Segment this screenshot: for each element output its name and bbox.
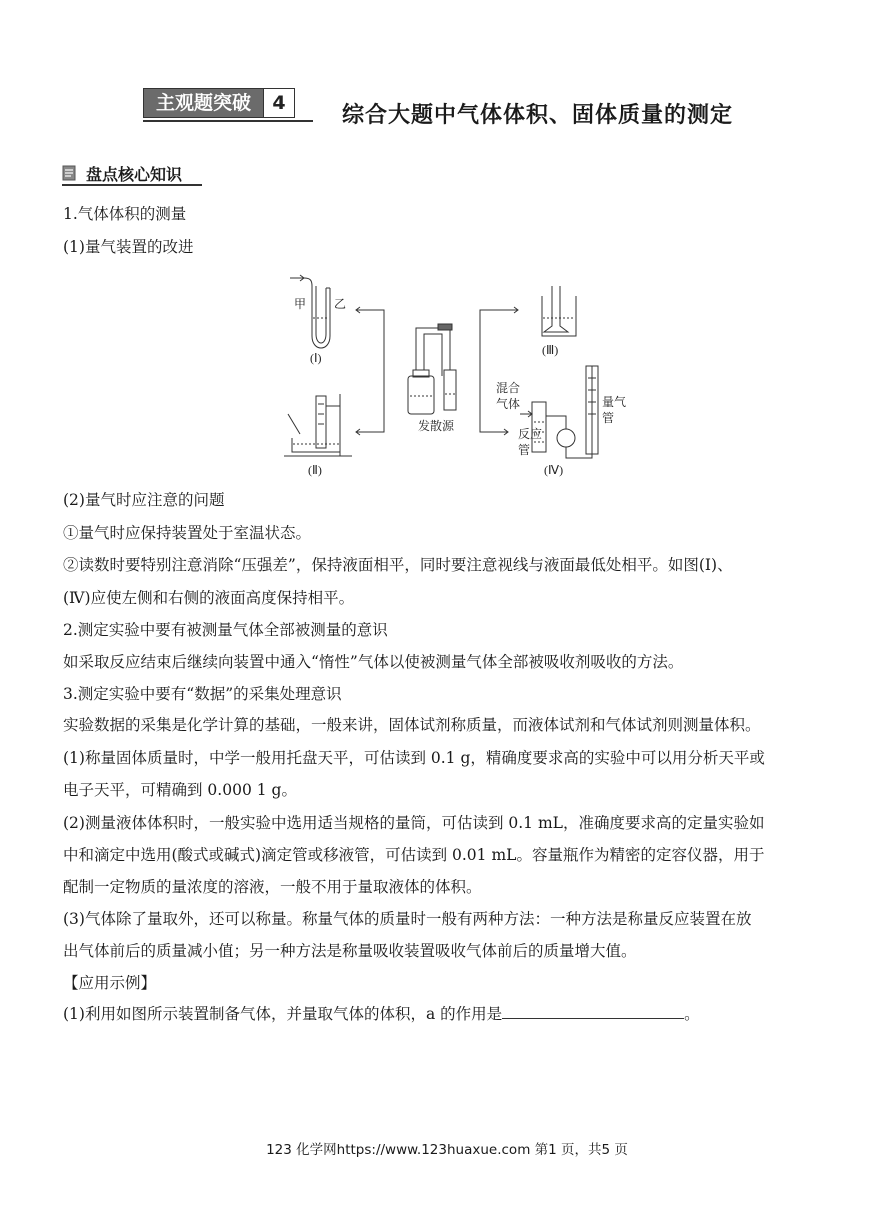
label-I: (Ⅰ)	[310, 351, 322, 365]
apparatus-I	[290, 275, 346, 365]
badge-number: 4	[264, 88, 295, 118]
document-icon	[62, 165, 76, 181]
body-line: (Ⅳ)应使左侧和右侧的液面高度保持相平。	[63, 589, 355, 607]
topic-badge	[143, 88, 295, 118]
label-mixed-2: 气体	[496, 397, 521, 411]
label-mixed-1: 混合	[496, 381, 521, 395]
apparatus-II	[284, 394, 352, 477]
heading-3: 3.测定实验中要有“数据”的采集处理意识	[63, 685, 342, 703]
body-line: 中和滴定中选用(酸式或碱式)滴定管或移液管，可估读到 0.01 mL。容量瓶作为精密的定容仪器，用于	[63, 846, 765, 864]
label-yi: 乙	[334, 297, 347, 311]
body-line: 如采取反应结束后继续向装置中通入“惰性”气体以使被测量气体全部被吸收剂吸收的方法。	[63, 653, 684, 671]
body-line: 实验数据的采集是化学计算的基础，一般来讲，固体试剂称质量，而液体试剂和气体试剂则测量体积。	[63, 716, 761, 734]
label-III: (Ⅲ)	[542, 343, 559, 357]
apparatus-IV	[496, 366, 626, 477]
subheading-1-1: (1)量气装置的改进	[63, 238, 194, 256]
question-end: 。	[684, 1005, 700, 1023]
label-meter-1: 量气	[602, 395, 627, 409]
label-meter-2: 管	[602, 411, 615, 425]
body-line: (2)测量液体体积时，一般实验中选用适当规格的量筒，可估读到 0.1 mL，准确度要求高的定量实验如	[63, 814, 765, 832]
body-line: (3)气体除了量取外，还可以称量。称量气体的质量时一般有两种方法：一种方法是称量反应装置在放	[63, 910, 752, 928]
example-heading: 【应用示例】	[63, 974, 157, 992]
body-line: 配制一定物质的量浓度的溶液，一般不用于量取液体的体积。	[63, 878, 482, 896]
page-footer: 123 化学网https://www.123huaxue.com 第1 页，共5 页	[266, 1142, 628, 1158]
body-line: 出气体前后的质量减小值；另一种方法是称量吸收装置吸收气体前后的质量增大值。	[63, 942, 637, 960]
subheading-1-2: (2)量气时应注意的问题	[63, 491, 225, 509]
badge-label: 主观题突破	[143, 88, 264, 118]
label-react-1: 反应	[518, 427, 543, 441]
label-jia: 甲	[294, 297, 307, 311]
section-heading	[62, 160, 182, 186]
question-text: (1)利用如图所示装置制备气体，并量取气体的体积，a 的作用是	[63, 1005, 503, 1023]
page-title: 综合大题中气体体积、固体质量的测定	[342, 103, 734, 128]
label-source: 发散源	[418, 419, 455, 433]
body-line: (1)称量固体质量时，中学一般用托盘天平，可估读到 0.1 g，精确度要求高的实验中可以用分析天平或	[63, 749, 765, 767]
section-title: 盘点核心知识	[86, 164, 183, 184]
label-IV: (Ⅳ)	[544, 463, 564, 477]
question-line	[63, 1002, 700, 1025]
gas-measurement-diagram	[280, 266, 627, 482]
body-line: ①量气时应保持装置处于室温状态。	[63, 524, 312, 542]
apparatus-source	[408, 324, 456, 433]
page-header	[0, 88, 894, 132]
body-line: 电子天平，可精确到 0.000 1 g。	[63, 781, 297, 799]
label-react-2: 管	[518, 443, 531, 457]
badge-underline	[143, 120, 313, 122]
heading-2: 2.测定实验中要有被测量气体全部被测量的意识	[63, 621, 388, 639]
body-line: ②读数时要特别注意消除“压强差”，保持液面相平，同时要注意视线与液面最低处相平。如图(Ⅰ)、	[63, 556, 733, 574]
answer-blank[interactable]	[502, 1002, 684, 1019]
section-underline	[62, 184, 202, 186]
apparatus-III	[542, 286, 576, 357]
label-II: (Ⅱ)	[308, 463, 322, 477]
heading-1: 1.气体体积的测量	[63, 205, 187, 223]
